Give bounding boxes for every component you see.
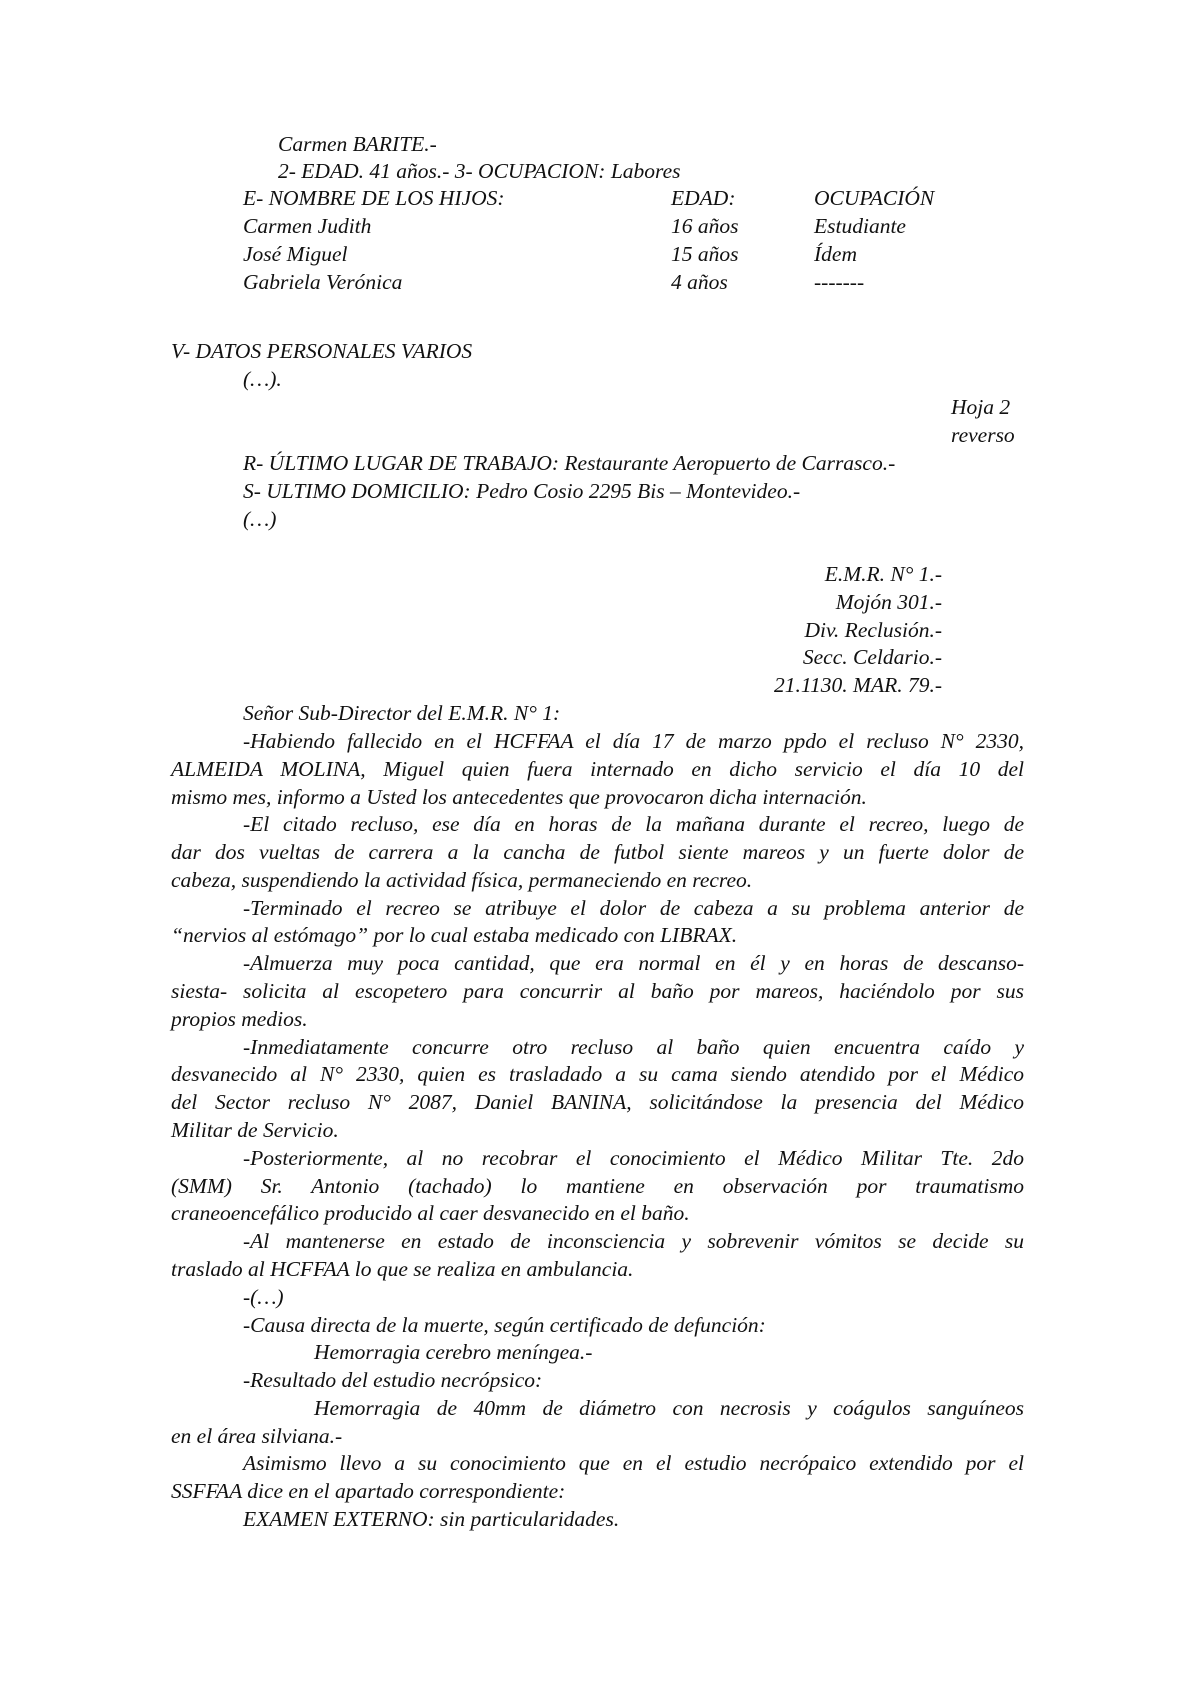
death-cause: Hemorragia cerebro meníngea.-	[314, 1340, 593, 1364]
paragraph-line: mismo mes, informo a Usted los antecedentes que provocaron dicha internación.	[171, 785, 867, 809]
paragraph-line: -Causa directa de la muerte, según certificado de defunción:	[243, 1313, 766, 1337]
child-age: 15 años	[671, 242, 739, 266]
paragraph-line: del Sector recluso N° 2087, Daniel BANINA, solicitándose la presencia del Médico	[171, 1090, 1024, 1114]
paragraph-line: -Inmediatamente concurre otro recluso al baño quien encuentra caído y	[243, 1035, 1024, 1059]
sheet-number: Hoja 2	[951, 395, 1011, 419]
letterhead-line: Mojón 301.-	[835, 590, 942, 614]
paragraph-line: -(…)	[243, 1285, 284, 1309]
spouse-name: Carmen BARITE.-	[278, 132, 437, 156]
section-v-title: V- DATOS PERSONALES VARIOS	[171, 339, 473, 363]
paragraph-line: -El citado recluso, ese día en horas de la mañana durante el recreo, luego de	[243, 812, 1024, 836]
child-age: 16 años	[671, 214, 739, 238]
paragraph-line: Militar de Servicio.	[171, 1118, 339, 1142]
paragraph-line: craneoencefálico producido al caer desvanecido en el baño.	[171, 1201, 690, 1225]
paragraph-line: -Terminado el recreo se atribuye el dolor de cabeza a su problema anterior de	[243, 896, 1024, 920]
paragraph-line: siesta- solicita al escopetero para concurrir al baño por mareos, haciéndolo por sus	[171, 979, 1024, 1003]
paragraph-line: -Al mantenerse en estado de inconsciencia y sobrevenir vómitos se decide su	[243, 1229, 1024, 1253]
paragraph-line: Asimismo llevo a su conocimiento que en el estudio necrópaico extendido por el	[243, 1451, 1024, 1475]
paragraph-line: (SMM) Sr. Antonio (tachado) lo mantiene en observación por traumatismo	[171, 1174, 1024, 1198]
sheet-side: reverso	[951, 423, 1015, 447]
child-occupation: Estudiante	[814, 214, 906, 238]
salutation: Señor Sub-Director del E.M.R. N° 1:	[243, 701, 561, 725]
child-age: 4 años	[671, 270, 728, 294]
paragraph-line: -Posteriormente, al no recobrar el conocimiento el Médico Militar Tte. 2do	[243, 1146, 1024, 1170]
section-v-ellipsis: (…).	[243, 367, 282, 391]
child-name: Carmen Judith	[243, 214, 372, 238]
last-address: S- ULTIMO DOMICILIO: Pedro Cosio 2295 Bis – Montevideo.-	[243, 479, 801, 503]
letterhead-date: 21.1130. MAR. 79.-	[774, 673, 942, 697]
child-occupation: -------	[814, 270, 865, 294]
child-name: Gabriela Verónica	[243, 270, 403, 294]
paragraph-line: ALMEIDA MOLINA, Miguel quien fuera internado en dicho servicio el día 10 del	[171, 757, 1024, 781]
autopsy-result: Hemorragia de 40mm de diámetro con necrosis y coágulos sanguíneos	[314, 1396, 1024, 1420]
paragraph-line: desvanecido al N° 2330, quien es trasladado a su cama siendo atendido por el Médico	[171, 1062, 1024, 1086]
spouse-age-occupation: 2- EDAD. 41 años.- 3- OCUPACION: Labores	[278, 159, 681, 183]
children-header-name: E- NOMBRE DE LOS HIJOS:	[243, 186, 505, 210]
paragraph-line: propios medios.	[171, 1007, 308, 1031]
last-workplace: R- ÚLTIMO LUGAR DE TRABAJO: Restaurante Aeropuerto de Carrasco.-	[243, 451, 896, 475]
work-info-ellipsis: (…)	[243, 507, 277, 531]
child-occupation: Ídem	[814, 242, 857, 266]
letterhead-line: Div. Reclusión.-	[804, 618, 942, 642]
paragraph-line: SSFFAA dice en el apartado correspondiente:	[171, 1479, 566, 1503]
children-header-occupation: OCUPACIÓN	[814, 186, 935, 210]
external-exam: EXAMEN EXTERNO: sin particularidades.	[243, 1507, 620, 1531]
children-header-age: EDAD:	[671, 186, 736, 210]
child-name: José Miguel	[243, 242, 348, 266]
paragraph-line: -Habiendo fallecido en el HCFFAA el día 17 de marzo ppdo el recluso N° 2330,	[243, 729, 1024, 753]
autopsy-result: en el área silviana.-	[171, 1424, 343, 1448]
paragraph-line: -Resultado del estudio necrópsico:	[243, 1368, 543, 1392]
letterhead-line: E.M.R. N° 1.-	[824, 562, 942, 586]
letterhead-line: Secc. Celdario.-	[802, 645, 942, 669]
paragraph-line: “nervios al estómago” por lo cual estaba medicado con LIBRAX.	[171, 923, 738, 947]
paragraph-line: cabeza, suspendiendo la actividad física, permaneciendo en recreo.	[171, 868, 753, 892]
paragraph-line: -Almuerza muy poca cantidad, que era normal en él y en horas de descanso-	[243, 951, 1024, 975]
paragraph-line: traslado al HCFFAA lo que se realiza en ambulancia.	[171, 1257, 634, 1281]
paragraph-line: dar dos vueltas de carrera a la cancha de futbol siente mareos y un fuerte dolor de	[171, 840, 1024, 864]
